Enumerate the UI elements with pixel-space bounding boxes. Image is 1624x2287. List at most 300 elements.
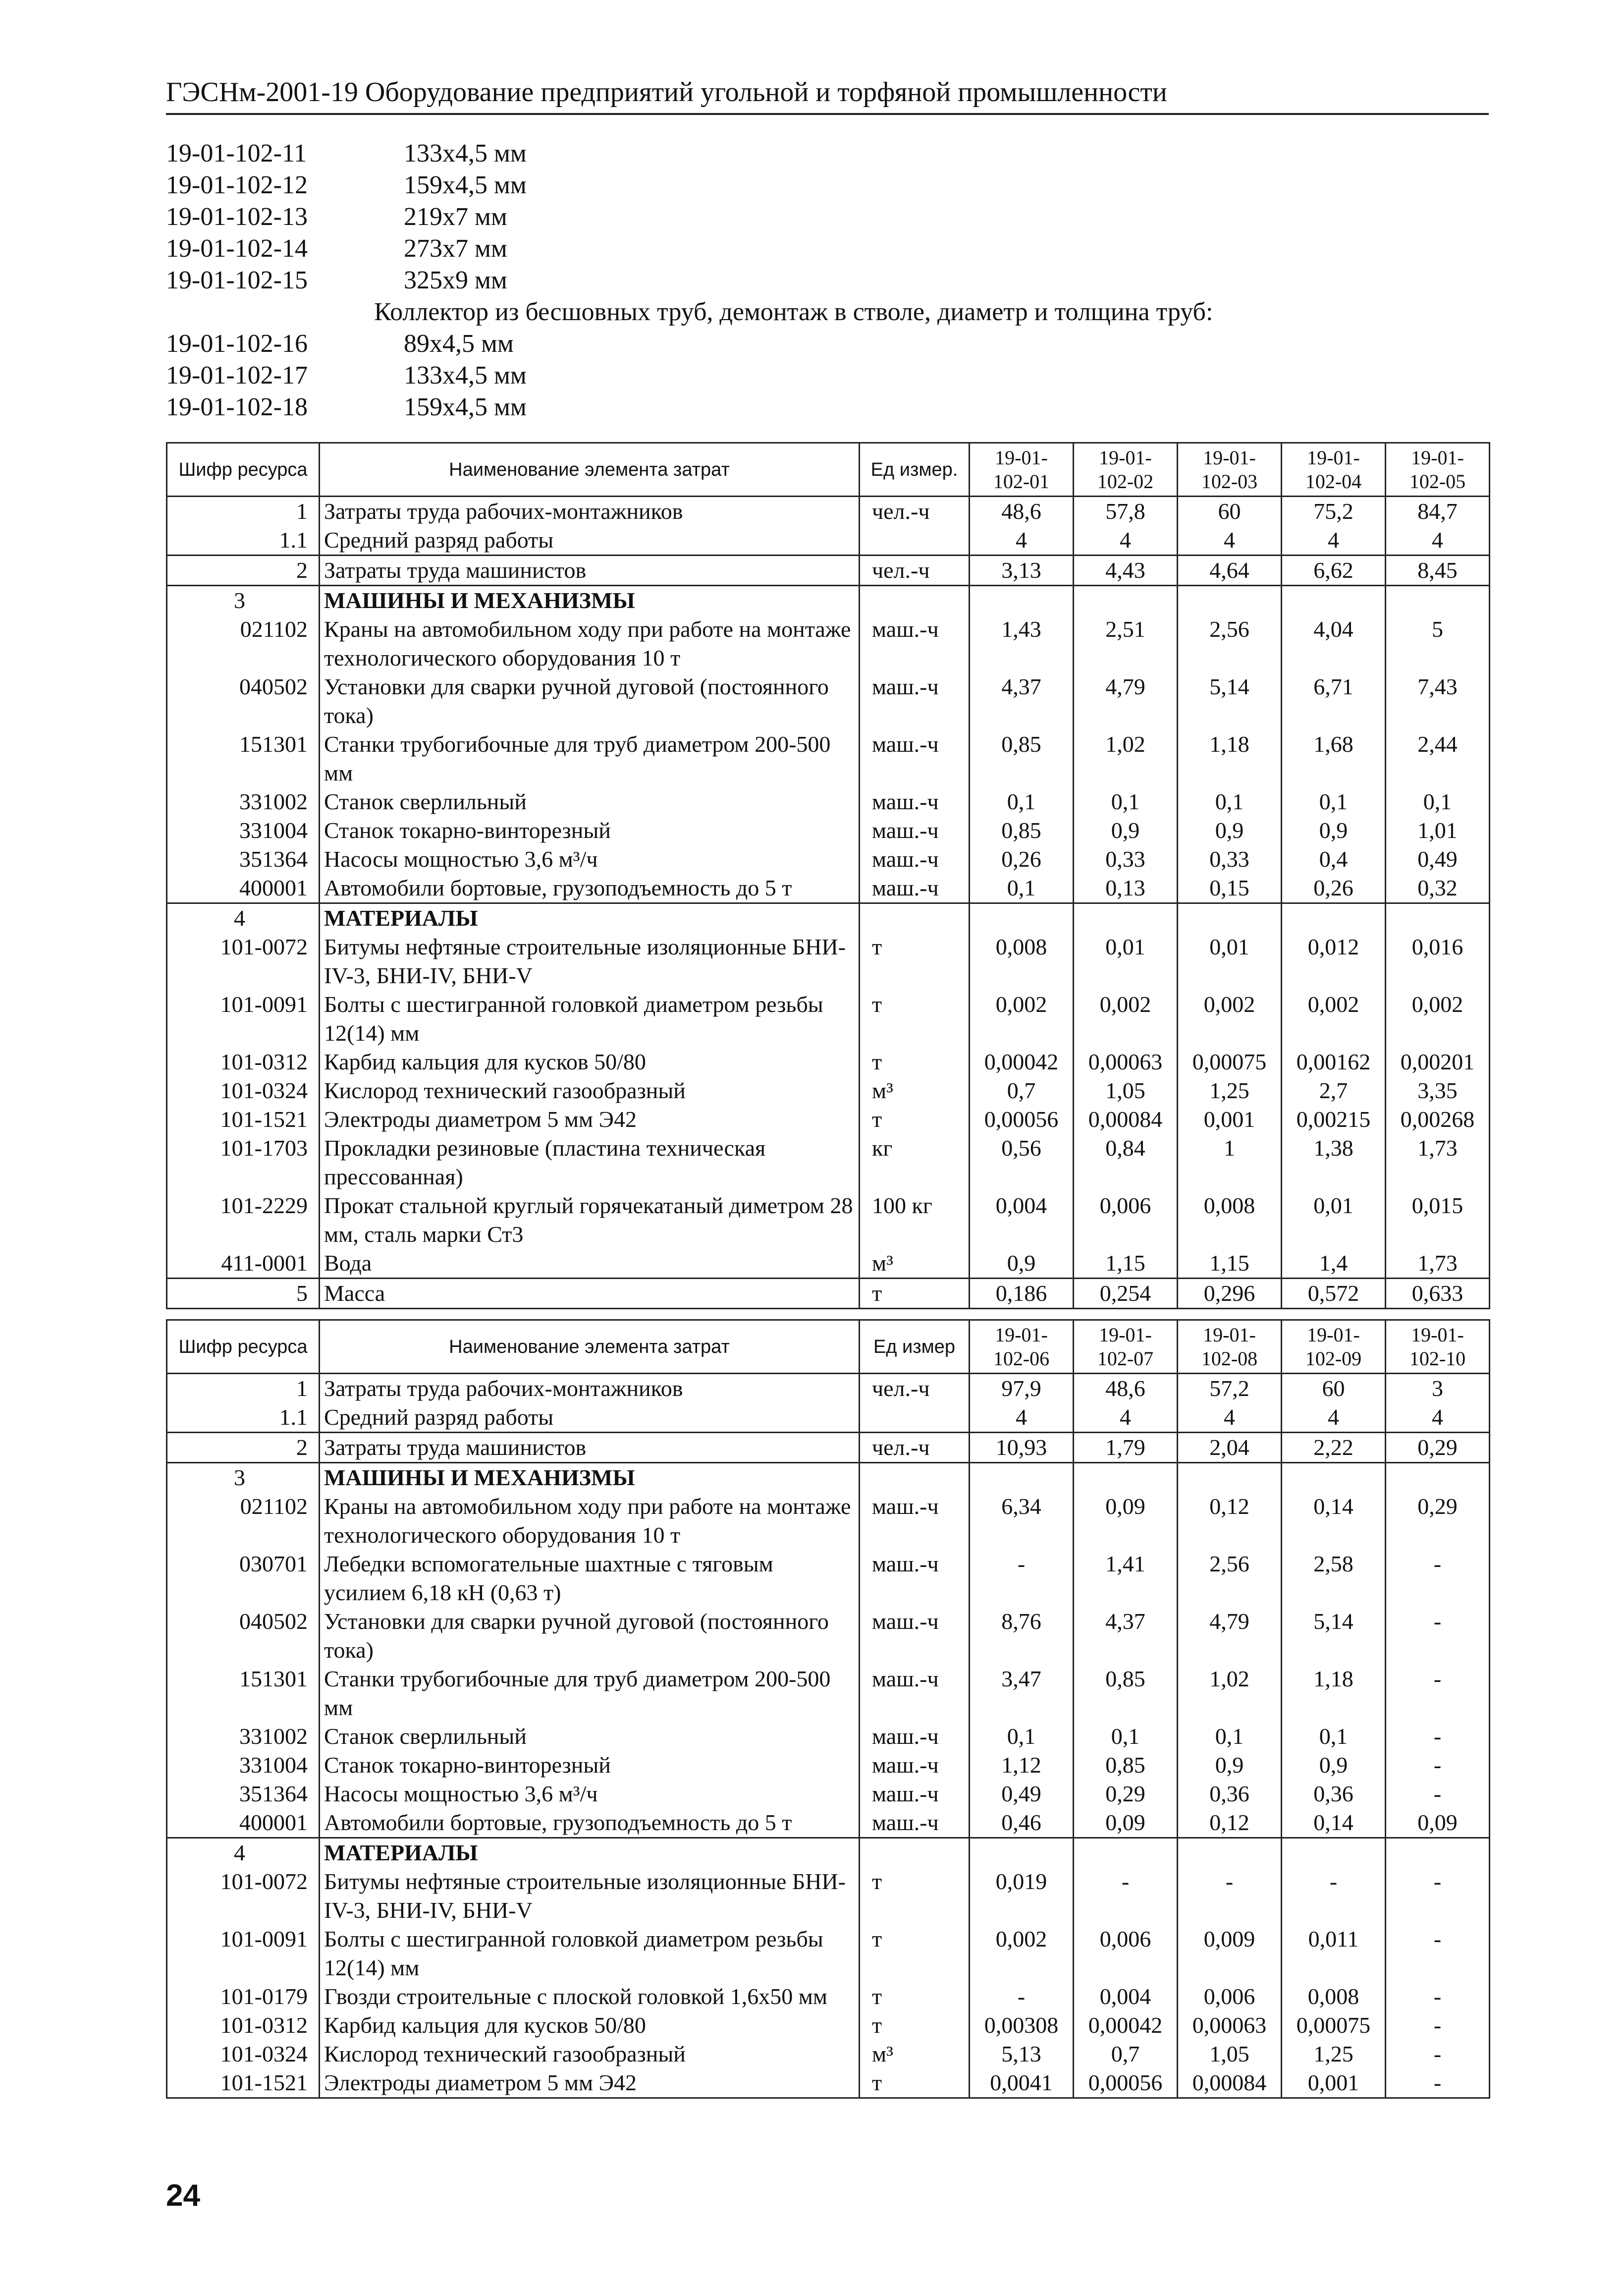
table-row xyxy=(167,1982,1490,2011)
value-cell: 0,296 xyxy=(1178,1279,1282,1309)
col-header-code: Шифр ресурса xyxy=(167,443,320,497)
value-cell: 0,13 xyxy=(1074,874,1178,903)
unit-cell xyxy=(860,586,970,615)
value-cell: 0,002 xyxy=(1282,990,1386,1048)
unit-cell xyxy=(860,903,970,933)
resource-code: 400001 xyxy=(167,1808,320,1838)
col-header-line: 19-01- xyxy=(1307,1323,1360,1346)
value-cell: 1,02 xyxy=(1178,1665,1282,1722)
resource-code: 351364 xyxy=(167,845,320,874)
intro-code: 19-01-102-16 xyxy=(166,330,308,358)
resource-code: 101-0312 xyxy=(167,2011,320,2040)
table-row xyxy=(167,1249,1490,1279)
section-row xyxy=(167,1838,1490,1868)
col-header-line: 102-01 xyxy=(993,470,1050,493)
cost-element-name: Прокладки резиновые (пластина техническая прессованная) xyxy=(320,1134,860,1191)
unit-cell: т xyxy=(860,1048,970,1076)
value-cell: 0,85 xyxy=(970,730,1074,787)
value-cell: 0,33 xyxy=(1074,845,1178,874)
value-cell: 0,00056 xyxy=(970,1105,1074,1134)
resource-code: 1.1 xyxy=(167,1403,320,1433)
value-cell: - xyxy=(1178,1867,1282,1925)
cost-element-name: Затраты труда рабочих-монтажников xyxy=(320,1374,860,1403)
intro-desc: 133х4,5 мм xyxy=(404,361,527,390)
value-cell: 0,1 xyxy=(1386,787,1490,816)
value-cell: 0,9 xyxy=(970,1249,1074,1279)
cost-element-name: Вода xyxy=(320,1249,860,1279)
resource-code: 101-1521 xyxy=(167,1105,320,1134)
resource-code: 351364 xyxy=(167,1780,320,1808)
intro-desc: 325х9 мм xyxy=(404,266,507,294)
table-row xyxy=(167,933,1490,990)
value-cell: 1,38 xyxy=(1282,1134,1386,1191)
value-cell: 0,00056 xyxy=(1074,2068,1178,2098)
table-row xyxy=(167,787,1490,816)
table-row xyxy=(167,1808,1490,1838)
value-cell: 0,01 xyxy=(1178,933,1282,990)
col-header-variant xyxy=(1178,443,1282,497)
value-cell: 48,6 xyxy=(970,497,1074,526)
unit-cell: чел.-ч xyxy=(860,497,970,526)
value-cell: 10,93 xyxy=(970,1433,1074,1463)
value-cell: 0,49 xyxy=(970,1780,1074,1808)
value-cell: 60 xyxy=(1178,497,1282,526)
value-cell: 0,1 xyxy=(1282,787,1386,816)
value-cell: 7,43 xyxy=(1386,672,1490,730)
cost-element-name: Насосы мощностью 3,6 м³/ч xyxy=(320,845,860,874)
unit-cell: маш.-ч xyxy=(860,1550,970,1607)
unit-cell: м³ xyxy=(860,2040,970,2068)
resource-code: 4 xyxy=(167,1838,320,1868)
value-cell: 4 xyxy=(970,1403,1074,1433)
table-row xyxy=(167,874,1490,903)
value-cell: 1,43 xyxy=(970,615,1074,672)
col-header-variant xyxy=(970,1320,1074,1374)
col-header-variant xyxy=(1074,1320,1178,1374)
table-row xyxy=(167,1433,1490,1463)
value-cell: 0,633 xyxy=(1386,1279,1490,1309)
value-cell: 0,0041 xyxy=(970,2068,1074,2098)
resource-table-2 xyxy=(166,1319,1490,2099)
resource-code: 101-0072 xyxy=(167,933,320,990)
col-header-line: 102-10 xyxy=(1409,1347,1466,1370)
cost-element-name: МАТЕРИАЛЫ xyxy=(320,1838,860,1868)
value-cell: 97,9 xyxy=(970,1374,1074,1403)
cost-element-name: Средний разряд работы xyxy=(320,1403,860,1433)
col-header-line: 19-01- xyxy=(1099,1323,1152,1346)
value-cell: 0,016 xyxy=(1386,933,1490,990)
unit-cell xyxy=(860,1838,970,1868)
unit-cell: маш.-ч xyxy=(860,845,970,874)
table-row xyxy=(167,1048,1490,1076)
value-cell: 0,186 xyxy=(970,1279,1074,1309)
value-cell: 1,4 xyxy=(1282,1249,1386,1279)
value-cell: 0,29 xyxy=(1074,1780,1178,1808)
value-cell: 1,79 xyxy=(1074,1433,1178,1463)
value-cell: 0,00201 xyxy=(1386,1048,1490,1076)
table-row xyxy=(167,1780,1490,1808)
value-cell: 1,12 xyxy=(970,1751,1074,1780)
table-row xyxy=(167,1374,1490,1403)
resource-code: 400001 xyxy=(167,874,320,903)
cost-element-name: МАТЕРИАЛЫ xyxy=(320,903,860,933)
value-cell: 0,09 xyxy=(1074,1808,1178,1838)
value-cell: 6,34 xyxy=(970,1492,1074,1550)
unit-cell: т xyxy=(860,1867,970,1925)
value-cell: 3 xyxy=(1386,1374,1490,1403)
value-cell: 2,58 xyxy=(1282,1550,1386,1607)
unit-cell: чел.-ч xyxy=(860,1374,970,1403)
cost-element-name: Карбид кальция для кусков 50/80 xyxy=(320,1048,860,1076)
resource-code: 3 xyxy=(167,1463,320,1493)
value-cell: 5,13 xyxy=(970,2040,1074,2068)
unit-cell: кг xyxy=(860,1134,970,1191)
intro-code: 19-01-102-17 xyxy=(166,361,308,390)
value-cell: 0,1 xyxy=(1178,1722,1282,1751)
value-cell: - xyxy=(1386,2068,1490,2098)
page-header: ГЭСНм-2001-19 Оборудование предприятий угольной и торфяной промышленности xyxy=(166,74,1489,115)
value-cell: 0,006 xyxy=(1074,1925,1178,1982)
value-cell: 0,002 xyxy=(1074,990,1178,1048)
cost-element-name: Затраты труда рабочих-монтажников xyxy=(320,497,860,526)
table-row xyxy=(167,1665,1490,1722)
value-cell: 0,00063 xyxy=(1178,2011,1282,2040)
intro-item xyxy=(166,328,1504,360)
cost-element-name: Болты с шестигранной головкой диаметром резьбы 12(14) мм xyxy=(320,1925,860,1982)
unit-cell: т xyxy=(860,990,970,1048)
value-cell: 1,18 xyxy=(1282,1665,1386,1722)
value-cell: 0,00075 xyxy=(1282,2011,1386,2040)
col-header-variant xyxy=(1282,443,1386,497)
value-cell: 8,76 xyxy=(970,1607,1074,1665)
unit-cell: т xyxy=(860,1105,970,1134)
section-row xyxy=(167,903,1490,933)
unit-cell: т xyxy=(860,1925,970,1982)
value-cell: 0,7 xyxy=(1074,2040,1178,2068)
table-row xyxy=(167,526,1490,556)
value-cell: 0,7 xyxy=(970,1076,1074,1105)
value-cell xyxy=(970,586,1074,615)
value-cell xyxy=(1386,1838,1490,1868)
resource-code: 101-1521 xyxy=(167,2068,320,2098)
table-row xyxy=(167,1722,1490,1751)
value-cell: - xyxy=(1386,1665,1490,1722)
value-cell: 4 xyxy=(1386,526,1490,556)
unit-cell: маш.-ч xyxy=(860,1808,970,1838)
value-cell: 0,004 xyxy=(1074,1982,1178,2011)
value-cell: 0,006 xyxy=(1074,1191,1178,1249)
cost-element-name: Кислород технический газообразный xyxy=(320,1076,860,1105)
value-cell: 0,254 xyxy=(1074,1279,1178,1309)
col-header-line: 102-05 xyxy=(1409,470,1466,493)
cost-element-name: Станок токарно-винторезный xyxy=(320,1751,860,1780)
value-cell xyxy=(1282,586,1386,615)
cost-element-name: Станок токарно-винторезный xyxy=(320,816,860,845)
value-cell: - xyxy=(1386,1780,1490,1808)
unit-cell: т xyxy=(860,2068,970,2098)
col-header-code: Шифр ресурса xyxy=(167,1320,320,1374)
value-cell: 0,9 xyxy=(1178,1751,1282,1780)
value-cell: 0,00075 xyxy=(1178,1048,1282,1076)
resource-code: 101-0324 xyxy=(167,2040,320,2068)
cost-element-name: Станки трубогибочные для труб диаметром 200-500 мм xyxy=(320,1665,860,1722)
table-row xyxy=(167,1105,1490,1134)
col-header-line: 102-02 xyxy=(1097,470,1154,493)
table-row xyxy=(167,1492,1490,1550)
value-cell: 0,1 xyxy=(1074,1722,1178,1751)
value-cell: - xyxy=(1386,2011,1490,2040)
cost-element-name: Лебедки вспомогательные шахтные с тяговым усилием 6,18 кН (0,63 т) xyxy=(320,1550,860,1607)
value-cell: 0,001 xyxy=(1282,2068,1386,2098)
col-header-line: 19-01- xyxy=(995,1323,1048,1346)
cost-element-name: Битумы нефтяные строительные изоляционные БНИ-IV-3, БНИ-IV, БНИ-V xyxy=(320,933,860,990)
value-cell: 1,02 xyxy=(1074,730,1178,787)
value-cell: 0,01 xyxy=(1282,1191,1386,1249)
unit-cell: маш.-ч xyxy=(860,1722,970,1751)
table-row xyxy=(167,845,1490,874)
value-cell xyxy=(1178,1838,1282,1868)
table-row xyxy=(167,730,1490,787)
cost-element-name: Автомобили бортовые, грузоподъемность до 5 т xyxy=(320,1808,860,1838)
intro-item xyxy=(166,360,1504,391)
value-cell: 57,2 xyxy=(1178,1374,1282,1403)
value-cell xyxy=(1282,1838,1386,1868)
value-cell: 0,004 xyxy=(970,1191,1074,1249)
value-cell xyxy=(970,1463,1074,1493)
resource-code: 101-0072 xyxy=(167,1867,320,1925)
unit-cell: м³ xyxy=(860,1249,970,1279)
col-header-line: 19-01- xyxy=(1203,1323,1256,1346)
value-cell: 0,26 xyxy=(1282,874,1386,903)
value-cell: 0,00063 xyxy=(1074,1048,1178,1076)
value-cell: 0,9 xyxy=(1282,1751,1386,1780)
cost-element-name: Установки для сварки ручной дуговой (постоянного тока) xyxy=(320,1607,860,1665)
value-cell: 3,35 xyxy=(1386,1076,1490,1105)
value-cell: 0,12 xyxy=(1178,1492,1282,1550)
value-cell: 0,002 xyxy=(970,1925,1074,1982)
value-cell: 0,008 xyxy=(1282,1982,1386,2011)
value-cell: 2,22 xyxy=(1282,1433,1386,1463)
value-cell xyxy=(1074,1838,1178,1868)
intro-desc: 133х4,5 мм xyxy=(404,139,527,167)
value-cell: - xyxy=(1386,1550,1490,1607)
col-header-line: 19-01- xyxy=(995,446,1048,469)
value-cell: 0,15 xyxy=(1178,874,1282,903)
resource-code: 101-2229 xyxy=(167,1191,320,1249)
table-row xyxy=(167,1279,1490,1309)
value-cell: 0,1 xyxy=(1282,1722,1386,1751)
value-cell: 1,05 xyxy=(1074,1076,1178,1105)
value-cell: 0,002 xyxy=(1386,990,1490,1048)
value-cell: 0,00042 xyxy=(970,1048,1074,1076)
value-cell: 0,85 xyxy=(1074,1665,1178,1722)
value-cell: 0,12 xyxy=(1178,1808,1282,1838)
value-cell: 4 xyxy=(1282,1403,1386,1433)
value-cell: 3,47 xyxy=(970,1665,1074,1722)
cost-element-name: Карбид кальция для кусков 50/80 xyxy=(320,2011,860,2040)
value-cell: - xyxy=(970,1550,1074,1607)
value-cell: 0,09 xyxy=(1074,1492,1178,1550)
resource-code: 331004 xyxy=(167,1751,320,1780)
value-cell: 1 xyxy=(1178,1134,1282,1191)
table-row xyxy=(167,990,1490,1048)
value-cell: 2,56 xyxy=(1178,615,1282,672)
value-cell: 0,46 xyxy=(970,1808,1074,1838)
value-cell: 0,1 xyxy=(1074,787,1178,816)
value-cell: 4,37 xyxy=(1074,1607,1178,1665)
value-cell: 0,00042 xyxy=(1074,2011,1178,2040)
unit-cell xyxy=(860,526,970,556)
value-cell: 1,15 xyxy=(1178,1249,1282,1279)
value-cell: - xyxy=(1386,1982,1490,2011)
resource-code: 101-0179 xyxy=(167,1982,320,2011)
intro-desc: 89х4,5 мм xyxy=(404,330,514,358)
intro-item xyxy=(166,296,1504,328)
value-cell: 0,84 xyxy=(1074,1134,1178,1191)
cost-element-name: Электроды диаметром 5 мм Э42 xyxy=(320,1105,860,1134)
cost-element-name: Краны на автомобильном ходу при работе на монтаже технологического оборудования 10 т xyxy=(320,615,860,672)
col-header-variant xyxy=(970,443,1074,497)
resource-code: 101-0324 xyxy=(167,1076,320,1105)
col-header-line: 102-08 xyxy=(1201,1347,1258,1370)
table-row xyxy=(167,816,1490,845)
value-cell: - xyxy=(1386,1867,1490,1925)
unit-cell: маш.-ч xyxy=(860,1665,970,1722)
unit-cell: т xyxy=(860,1982,970,2011)
value-cell: - xyxy=(1386,1751,1490,1780)
col-header-variant xyxy=(1386,443,1490,497)
resource-code: 331004 xyxy=(167,816,320,845)
cost-element-name: МАШИНЫ И МЕХАНИЗМЫ xyxy=(320,1463,860,1493)
col-header-line: 102-09 xyxy=(1305,1347,1362,1370)
col-header-unit: Ед измер. xyxy=(860,443,970,497)
col-header-variant xyxy=(1074,443,1178,497)
intro-desc: 159х4,5 мм xyxy=(404,393,527,421)
unit-cell xyxy=(860,1403,970,1433)
col-header-name: Наименование элемента затрат xyxy=(320,443,860,497)
value-cell: 48,6 xyxy=(1074,1374,1178,1403)
col-header-line: 19-01- xyxy=(1411,1323,1464,1346)
unit-cell: маш.-ч xyxy=(860,874,970,903)
intro-list xyxy=(166,138,1504,423)
table-row xyxy=(167,672,1490,730)
resource-code: 2 xyxy=(167,1433,320,1463)
value-cell: - xyxy=(1386,1925,1490,1982)
value-cell: 1,41 xyxy=(1074,1550,1178,1607)
value-cell: 2,7 xyxy=(1282,1076,1386,1105)
value-cell: - xyxy=(1386,1722,1490,1751)
value-cell: 0,01 xyxy=(1074,933,1178,990)
cost-element-name: Электроды диаметром 5 мм Э42 xyxy=(320,2068,860,2098)
table-row xyxy=(167,1751,1490,1780)
value-cell: 0,33 xyxy=(1178,845,1282,874)
value-cell xyxy=(1074,1463,1178,1493)
value-cell: 5 xyxy=(1386,615,1490,672)
col-header-variant xyxy=(1282,1320,1386,1374)
value-cell xyxy=(1074,586,1178,615)
table-row xyxy=(167,2011,1490,2040)
value-cell: 0,36 xyxy=(1178,1780,1282,1808)
value-cell: 0,008 xyxy=(970,933,1074,990)
resource-code: 151301 xyxy=(167,1665,320,1722)
resource-code: 101-1703 xyxy=(167,1134,320,1191)
value-cell: 4 xyxy=(1386,1403,1490,1433)
cost-element-name: Установки для сварки ручной дуговой (постоянного тока) xyxy=(320,672,860,730)
intro-desc: 219х7 мм xyxy=(404,203,507,231)
value-cell: 0,26 xyxy=(970,845,1074,874)
table-row xyxy=(167,1607,1490,1665)
resource-code: 030701 xyxy=(167,1550,320,1607)
value-cell: 0,009 xyxy=(1178,1925,1282,1982)
value-cell: 6,62 xyxy=(1282,556,1386,586)
value-cell: 4,79 xyxy=(1178,1607,1282,1665)
value-cell: 0,56 xyxy=(970,1134,1074,1191)
resource-code: 331002 xyxy=(167,787,320,816)
table-row xyxy=(167,1403,1490,1433)
value-cell: 3,13 xyxy=(970,556,1074,586)
col-header-line: 19-01- xyxy=(1411,446,1464,469)
unit-cell: т xyxy=(860,1279,970,1309)
value-cell xyxy=(1282,1463,1386,1493)
value-cell: 0,00215 xyxy=(1282,1105,1386,1134)
value-cell: 0,85 xyxy=(1074,1751,1178,1780)
intro-code: 19-01-102-18 xyxy=(166,393,308,421)
col-header-line: 19-01- xyxy=(1203,446,1256,469)
resource-code: 101-0312 xyxy=(167,1048,320,1076)
value-cell: 0,32 xyxy=(1386,874,1490,903)
value-cell xyxy=(1074,903,1178,933)
value-cell: 84,7 xyxy=(1386,497,1490,526)
cost-element-name: Насосы мощностью 3,6 м³/ч xyxy=(320,1780,860,1808)
intro-code: 19-01-102-13 xyxy=(166,203,308,231)
col-header-name: Наименование элемента затрат xyxy=(320,1320,860,1374)
value-cell: 0,1 xyxy=(970,787,1074,816)
value-cell: 4 xyxy=(1074,526,1178,556)
value-cell: 1,18 xyxy=(1178,730,1282,787)
col-header-unit: Ед измер xyxy=(860,1320,970,1374)
unit-cell xyxy=(860,1463,970,1493)
cost-element-name: Битумы нефтяные строительные изоляционные БНИ-IV-3, БНИ-IV, БНИ-V xyxy=(320,1867,860,1925)
value-cell: 0,00162 xyxy=(1282,1048,1386,1076)
value-cell: - xyxy=(1386,2040,1490,2068)
section-row xyxy=(167,586,1490,615)
value-cell: 1,15 xyxy=(1074,1249,1178,1279)
col-header-line: 102-03 xyxy=(1201,470,1258,493)
value-cell: 0,008 xyxy=(1178,1191,1282,1249)
intro-code: 19-01-102-11 xyxy=(166,139,307,167)
value-cell: 4 xyxy=(970,526,1074,556)
resource-code: 5 xyxy=(167,1279,320,1309)
value-cell: 0,9 xyxy=(1074,816,1178,845)
intro-desc: Коллектор из бесшовных труб, демонтаж в стволе, диаметр и толщина труб: xyxy=(374,298,1213,326)
value-cell: 0,019 xyxy=(970,1867,1074,1925)
value-cell: 4,43 xyxy=(1074,556,1178,586)
value-cell: 0,49 xyxy=(1386,845,1490,874)
resource-code: 101-0091 xyxy=(167,1925,320,1982)
intro-item xyxy=(166,201,1504,233)
value-cell: 2,51 xyxy=(1074,615,1178,672)
value-cell: 0,015 xyxy=(1386,1191,1490,1249)
table-row xyxy=(167,2040,1490,2068)
unit-cell: чел.-ч xyxy=(860,556,970,586)
intro-desc: 159х4,5 мм xyxy=(404,171,527,199)
value-cell: 75,2 xyxy=(1282,497,1386,526)
value-cell: 0,012 xyxy=(1282,933,1386,990)
cost-element-name: Кислород технический газообразный xyxy=(320,2040,860,2068)
value-cell: 0,011 xyxy=(1282,1925,1386,1982)
intro-code: 19-01-102-14 xyxy=(166,234,308,263)
value-cell xyxy=(970,1838,1074,1868)
